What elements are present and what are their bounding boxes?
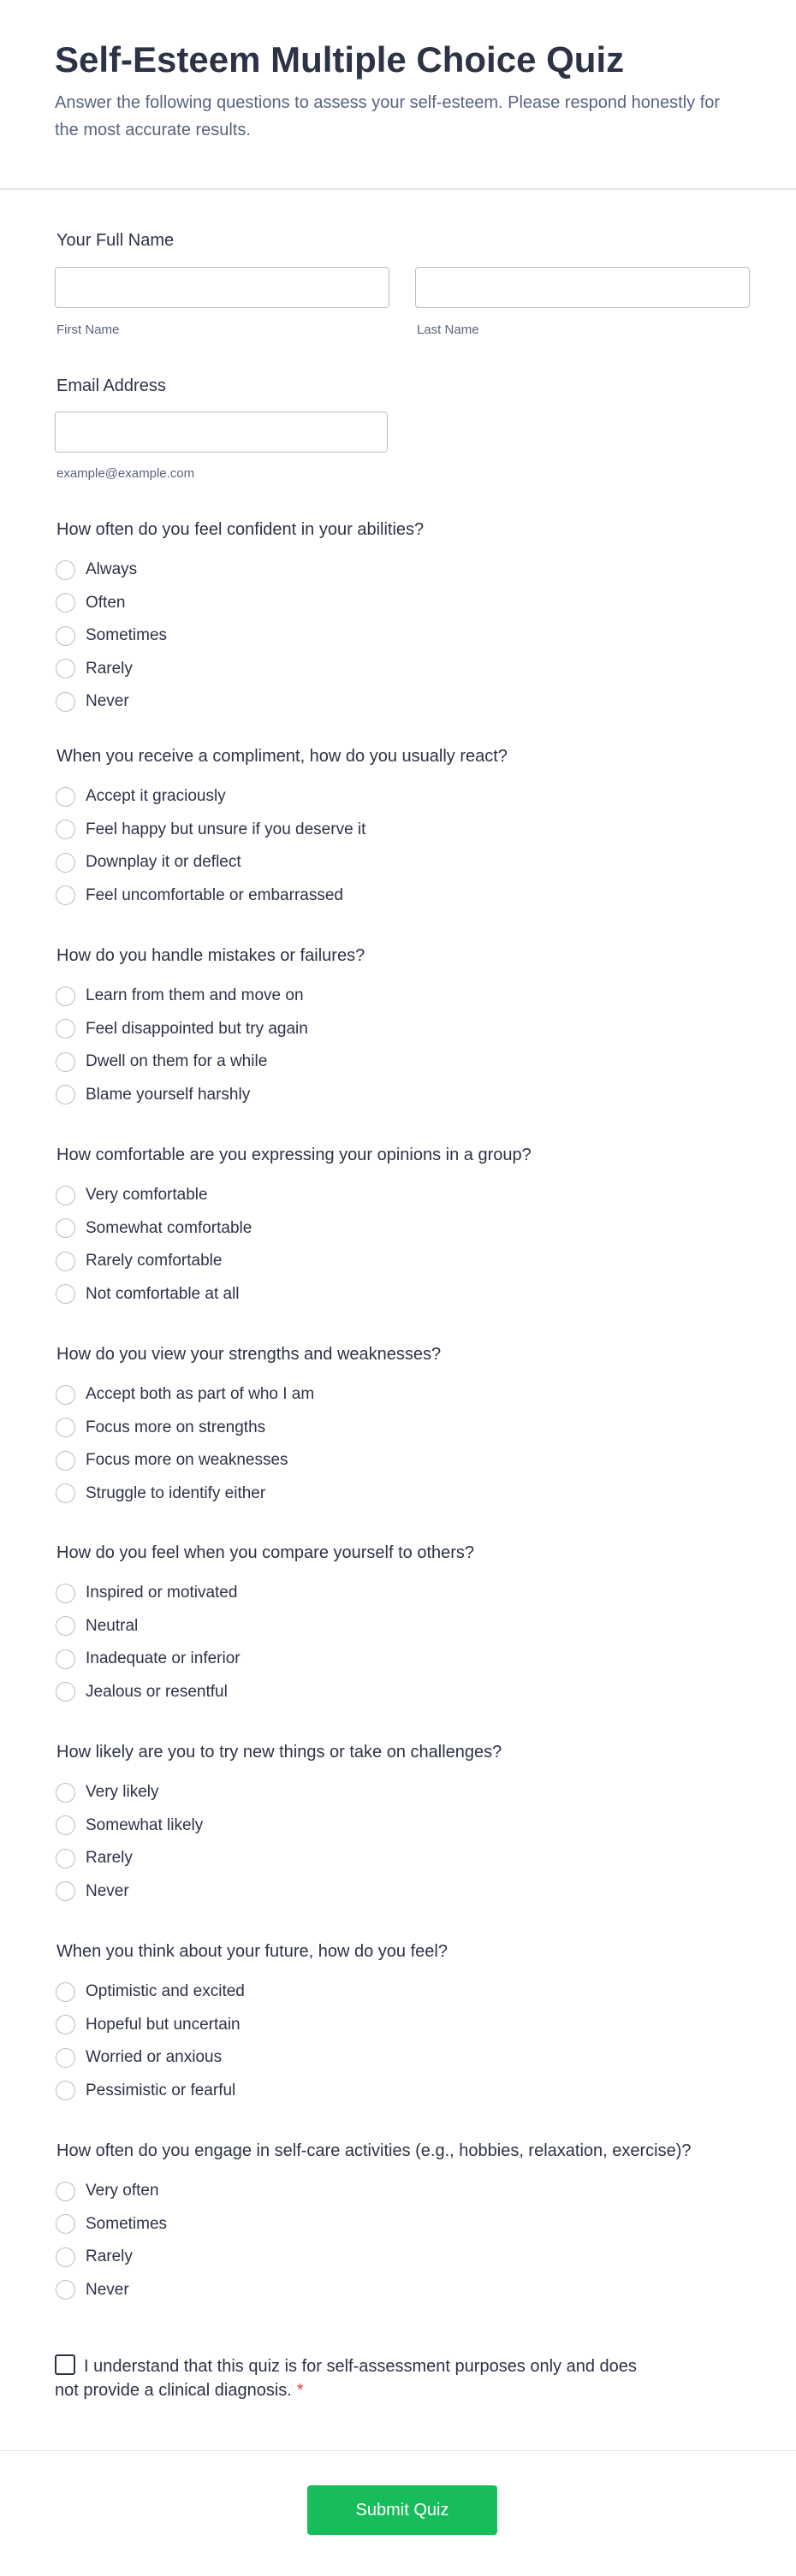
radio-option-label: Very often [86,2182,159,2200]
radio-button[interactable] [56,1284,75,1304]
radio-option-label: Very comfortable [86,1186,208,1205]
last-name-sublabel: Last Name [417,323,479,337]
radio-option-label: Sometimes [86,2214,168,2233]
radio-option-label: Focus more on weaknesses [86,1451,288,1470]
radio-option[interactable] [56,1245,532,1278]
page-subtitle: Answer the following questions to assess your self-esteem. Please respond honestly for the most accurate results. [55,93,721,139]
radio-option[interactable] [56,1079,365,1112]
radio-option-label: Very likely [86,1783,159,1802]
radio-button[interactable] [56,692,75,712]
radio-option[interactable] [56,587,424,620]
radio-option-label: Feel uncomfortable or embarrassed [86,885,343,904]
radio-button[interactable] [56,1019,75,1039]
radio-group [56,1776,502,1908]
radio-option[interactable] [56,2175,692,2208]
question-label: When you think about your future, how do you feel? [56,1942,448,1961]
radio-button[interactable] [56,2015,75,2034]
radio-option-label: Dwell on them for a while [86,1052,268,1071]
radio-button[interactable] [56,1385,75,1405]
radio-option[interactable] [56,879,508,913]
radio-option-label: Hopeful but uncertain [86,2015,241,2034]
first-name-sublabel: First Name [56,323,120,337]
radio-button[interactable] [56,986,75,1006]
radio-button[interactable] [56,1649,75,1669]
radio-option[interactable] [56,2075,448,2108]
radio-group [56,1179,532,1311]
radio-option[interactable] [56,2208,692,2241]
submit-button[interactable]: Submit Quiz [307,2485,497,2535]
question-3 [56,945,365,1111]
radio-option[interactable] [56,1577,474,1610]
radio-option-label: Inspired or motivated [86,1584,238,1602]
radio-button[interactable] [56,1881,75,1901]
radio-option[interactable] [56,2009,448,2042]
question-7 [56,1742,502,1908]
radio-button[interactable] [56,1584,75,1603]
consent-text: I understand that this quiz is for self-assessment purposes only and does not provide a clinical diagnosis. [55,2357,637,2400]
radio-option[interactable] [56,2041,448,2075]
radio-group [56,2175,692,2307]
radio-option-label: Never [86,2280,129,2299]
radio-option[interactable] [56,814,508,847]
first-name-input[interactable] [55,267,389,308]
radio-option-label: Rarely [86,659,133,678]
radio-button[interactable] [56,2182,75,2201]
radio-group [56,1577,474,1708]
radio-option[interactable] [56,653,424,686]
radio-option-label: Somewhat comfortable [86,1218,252,1237]
radio-option[interactable] [56,846,508,879]
radio-button[interactable] [56,1052,75,1072]
radio-option[interactable] [56,1875,502,1909]
radio-option[interactable] [56,1013,365,1046]
radio-button[interactable] [56,1186,75,1205]
radio-option-label: Downplay it or deflect [86,853,241,872]
radio-group [56,1378,441,1510]
question-label: When you receive a compliment, how do you usually react? [56,747,508,766]
question-label: How often do you engage in self-care activities (e.g., hobbies, relaxation, exercise)? [56,2141,692,2160]
question-9 [56,2141,692,2307]
radio-option-label: Feel happy but unsure if you deserve it [86,820,366,838]
question-1 [56,519,424,719]
radio-option[interactable] [56,619,424,653]
radio-option-label: Struggle to identify either [86,1483,266,1502]
radio-option-label: Not comfortable at all [86,1284,240,1303]
radio-option[interactable] [56,1412,441,1445]
radio-button[interactable] [56,1815,75,1835]
radio-option-label: Accept both as part of who I am [86,1385,315,1404]
radio-button[interactable] [56,1252,75,1271]
radio-button[interactable] [56,853,75,873]
required-asterisk: * [296,2381,304,2400]
radio-option[interactable] [56,1676,474,1709]
radio-button[interactable] [56,626,75,646]
full-name-label: Your Full Name [56,231,175,250]
consent-field [55,2354,654,2402]
consent-checkbox[interactable] [55,2354,75,2375]
radio-option-label: Inadequate or inferior [86,1649,241,1668]
radio-option-label: Never [86,692,129,711]
radio-option-label: Somewhat likely [86,1815,204,1834]
radio-button[interactable] [56,787,75,807]
radio-option[interactable] [56,1643,474,1676]
email-label: Email Address [56,376,166,395]
radio-group [56,554,424,719]
question-label: How do you handle mistakes or failures? [56,946,365,965]
radio-button[interactable] [56,593,75,613]
radio-button[interactable] [56,1451,75,1471]
question-2 [56,746,508,912]
radio-option[interactable] [56,980,365,1013]
question-6 [56,1543,474,1708]
footer-divider [0,2450,796,2451]
radio-option-label: Learn from them and move on [86,986,304,1005]
radio-option-label: Focus more on strengths [86,1418,266,1436]
question-label: How likely are you to try new things or take on challenges? [56,1743,502,1762]
email-input[interactable] [55,412,388,453]
radio-option[interactable] [56,1378,441,1412]
radio-button[interactable] [56,2247,75,2267]
radio-button[interactable] [56,659,75,678]
radio-option-label: Accept it graciously [86,787,226,806]
radio-button[interactable] [56,1483,75,1503]
form-header [0,0,796,190]
radio-button[interactable] [56,1849,75,1868]
radio-group [56,780,508,912]
radio-option-label: Rarely comfortable [86,1252,223,1270]
radio-button[interactable] [56,820,75,839]
radio-option[interactable] [56,2274,692,2307]
radio-button[interactable] [56,1218,75,1238]
page-title: Self-Esteem Multiple Choice Quiz [55,39,625,80]
radio-option[interactable] [56,1278,532,1312]
radio-group [56,1975,448,2107]
question-label: How often do you feel confident in your abilities? [56,520,425,539]
radio-option-label: Rarely [86,2247,133,2266]
radio-option[interactable] [56,780,508,814]
question-4 [56,1145,532,1311]
radio-button[interactable] [56,1418,75,1437]
radio-option[interactable] [56,1809,502,1843]
radio-button[interactable] [56,1616,75,1636]
question-8 [56,1941,448,2107]
radio-button[interactable] [56,2214,75,2234]
radio-button[interactable] [56,1682,75,1702]
radio-option-label: Never [86,1881,129,1900]
radio-option[interactable] [56,1444,441,1477]
radio-option-label: Pessimistic or fearful [86,2081,236,2099]
radio-option-label: Always [86,560,138,579]
radio-option-label: Feel disappointed but try again [86,1019,308,1038]
radio-option[interactable] [56,1842,502,1875]
radio-button[interactable] [56,1982,75,2002]
radio-option[interactable] [56,2241,692,2274]
question-label: How do you view your strengths and weaknesses? [56,1345,442,1364]
radio-button[interactable] [56,2048,75,2068]
radio-option[interactable] [56,685,424,719]
radio-option[interactable] [56,1045,365,1079]
radio-button[interactable] [56,1085,75,1104]
question-label: How comfortable are you expressing your opinions in a group? [56,1146,532,1164]
radio-option[interactable] [56,1179,532,1212]
radio-button[interactable] [56,2280,75,2300]
radio-button[interactable] [56,885,75,905]
radio-option-label: Neutral [86,1616,139,1635]
radio-button[interactable] [56,1783,75,1803]
radio-option-label: Optimistic and excited [86,1982,245,2001]
radio-option[interactable] [56,1776,502,1809]
radio-button[interactable] [56,2081,75,2100]
radio-option[interactable] [56,554,424,587]
email-sublabel: example@example.com [56,466,195,481]
radio-option-label: Blame yourself harshly [86,1085,251,1104]
radio-option[interactable] [56,1610,474,1643]
last-name-input[interactable] [415,267,750,308]
radio-option-label: Often [86,593,126,612]
radio-option[interactable] [56,1477,441,1511]
question-label: How do you feel when you compare yourself to others? [56,1543,475,1562]
radio-option-label: Sometimes [86,626,168,645]
radio-option[interactable] [56,1212,532,1246]
radio-option[interactable] [56,1975,448,2009]
radio-option-label: Worried or anxious [86,2048,223,2067]
radio-option-label: Jealous or resentful [86,1682,228,1701]
question-5 [56,1344,441,1510]
radio-option-label: Rarely [86,1849,133,1868]
radio-group [56,980,365,1111]
radio-button[interactable] [56,560,75,580]
